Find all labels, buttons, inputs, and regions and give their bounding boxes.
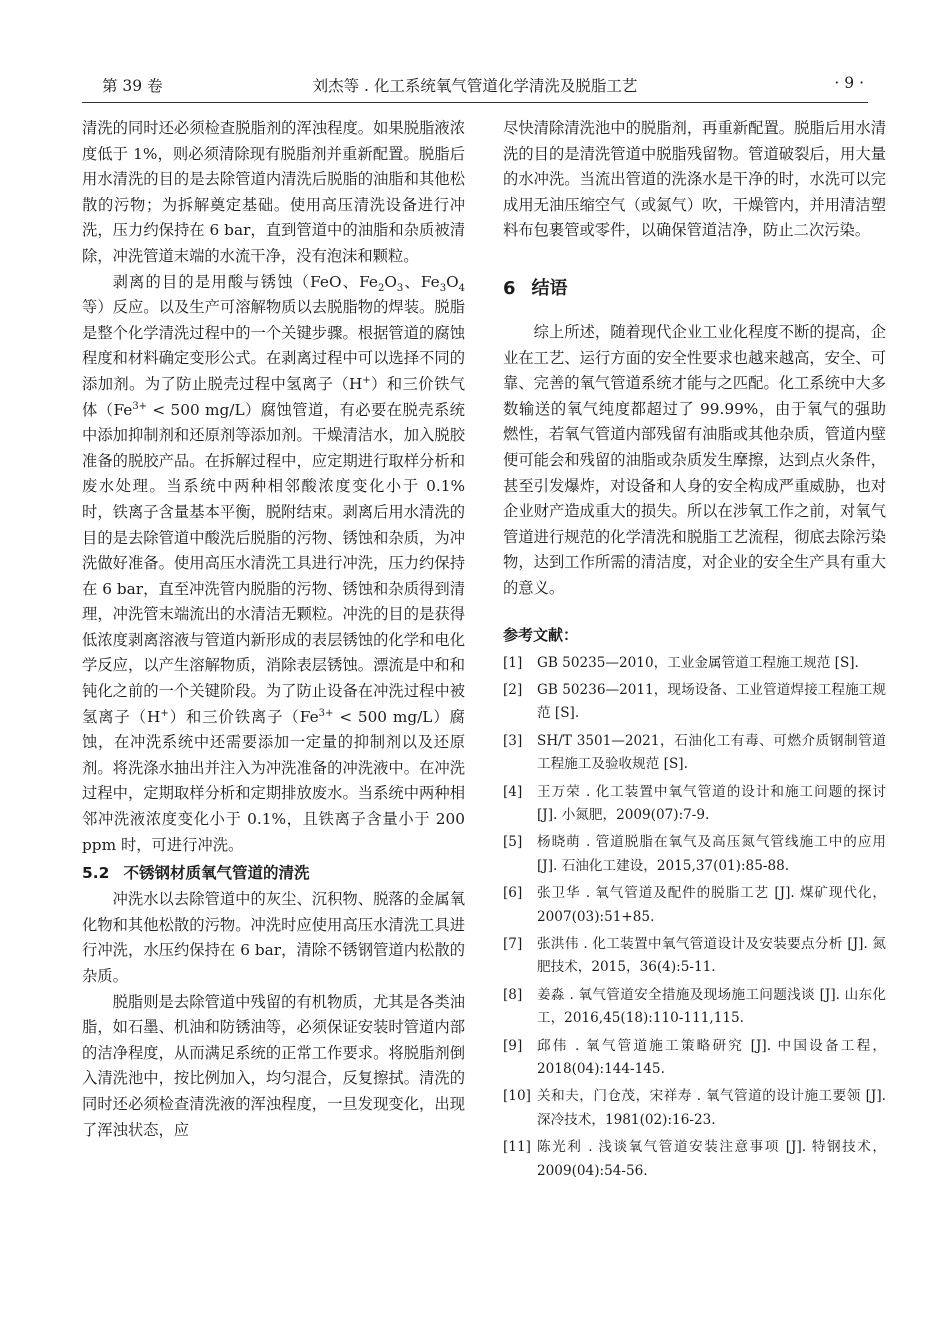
references-list: [503, 652, 886, 1184]
paragraph: 尽快清除清洗池中的脱脂剂，再重新配置。脱脂后用水清洗的目的是清洗管道中脱脂残留物。管道破裂后，用大量的水冲洗。当流出管道的洗涤水是干净的时，水洗可以完成用无油压缩空气（或氮气）吹，干燥管内，并用清洁塑料布包裹管或零件，以确保管道洁净，防止二次污染。: [503, 119, 886, 240]
references-heading: 参考文献：: [503, 625, 579, 644]
right-column: [503, 116, 886, 1187]
reference-item: [6] 张卫华 . 氧气管道及配件的脱脂工艺 [J]. 煤矿现代化，2007(03):51+85.: [503, 885, 886, 925]
paragraph: 综上所述，随着现代企业工业化程度不断的提高，企业在工艺、运行方面的安全性要求也越来越高，安全、可靠、完善的氧气管道系统才能与之匹配。化工系统中大多数输送的氧气纯度都超过了 99.99%，由于氧气的强助燃性，若氧气管道内部残留有油脂或其他杂质，管道内壁便可能会和残留的油脂或杂质发生摩擦，达到点火条件，甚至引发爆炸，对设备和人身的安全构成严重威胁，也对企业财产造成重大的损失。所以在涉氧工作之前，对氧气管道进行规范的化学清洗和脱脂工艺流程，彻底去除污染物，达到工作所需的清洁度，对企业的安全生产具有重大的意义。: [503, 322, 886, 597]
section-heading: 5.2 不锈钢材质氧气管道的清洗: [82, 864, 310, 883]
paragraph: 剥离的目的是用酸与锈蚀（FeO、$Fe_2O_3$、$Fe_3O_4$ 等）反应。以及生产可溶解物质以去脱脂物的焊装。脱脂是整个化学清洗过程中的一个关键步骤。根据管道的腐蚀程度和材料确定变形公式。在剥离过程中可以选择不同的添加剂。为了防止脱壳过程中氢离子（H+）和三价铁气体（$Fe^{3+} < 500$ mg/L）腐蚀管道，有必要在脱壳系统中添加抑制剂和还原剂等添加剂。干燥清洁水，加入脱胶准备的脱胶产品。在拆解过程中，应定期进行取样分析和废水处理。当系统中两种相邻酸浓度变化小于 0.1% 时，铁离子含量基本平衡，脱附结束。剥离后用水清洗的目的是去除管道中酸洗后脱脂的污物、锈蚀和杂质，为冲洗做好准备。使用高压水清洗工具进行冲洗，压力约保持在 6 bar，直至冲洗管内脱脂的污物、锈蚀和杂质得到清理，冲洗管末端流出的水清洁无颗粒。冲洗的目的是获得低浓度剥离溶液与管道内新形成的表层锈蚀的化学和电化学反应，以产生溶解物质，消除表层锈蚀。漂流是中和和钝化之前的一个关键阶段。为了防止设备在冲洗过程中被氢离子（H+）和三价铁离子（$Fe^{3+} < 500$ mg/L）腐蚀，在冲洗系统中还需要添加一定量的抑制剂以及还原剂。将洗涤水抽出并注入为冲洗准备的冲洗液中。在冲洗过程中，定期取样分析和定期排放废水。当系统中两种相邻冲洗液浓度变化小于 0.1%，且铁离子含量小于 200 ppm 时，可进行冲洗。: [82, 272, 465, 854]
page-number: · 9 ·: [834, 74, 864, 92]
reference-item: [5] 杨晓萌 . 管道脱脂在氧气及高压氮气管线施工中的应用 [J]. 石油化工建设，2015,37(01):85-88.: [503, 834, 886, 874]
reference-item: [8] 姜淼 . 氧气管道安全措施及现场施工问题浅谈 [J]. 山东化工，2016,45(18):110-111,115.: [503, 986, 886, 1027]
reference-item: [1] GB 50235—2010，工业金属管道工程施工规范 [S].: [503, 654, 859, 671]
running-title: 刘杰等 . 化工系统氧气管道化学清洗及脱脂工艺: [312, 77, 638, 95]
section-heading: 6 结语: [503, 277, 568, 299]
reference-item: [3] SH/T 3501—2021，石油化工有毒、可燃介质钢制管道工程施工及验收规范 [S].: [503, 732, 886, 773]
volume-label: 第 39 卷: [102, 77, 163, 95]
paragraph: 脱脂则是去除管道中残留的有机物质，尤其是各类油脂，如石墨、机油和防锈油等，必须保证安装时管道内部的洁净程度，从而满足系统的正常工作要求。将脱脂剂倒入清洗池中，按比例加入，均匀混合，反复擦拭。清洗的同时还必须检查清洗液的浑浊程度，一旦发现变化，出现了浑浊状态，应: [82, 992, 465, 1139]
page-header: [82, 66, 868, 103]
paragraph: 冲洗水以去除管道中的灰尘、沉积物、脱落的金属氧化物和其他松散的污物。冲洗时应使用高压水清洗工具进行冲洗，水压约保持在 6 bar，清除不锈钢管道内松散的杂质。: [82, 890, 465, 985]
left-column: [82, 116, 465, 1143]
paragraph: 清洗的同时还必须检查脱脂剂的浑浊程度。如果脱脂液浓度低于 1%，则必须清除现有脱脂剂并重新配置。脱脂后用水清洗的目的是去除管道内清洗后脱脂的油脂和其他松散的污物；为拆解奠定基础。使用高压清洗设备进行冲洗，压力约保持在 6 bar，直到管道中的油脂和杂质被清除，冲洗管道末端的水流干净，没有泡沫和颗粒。: [82, 119, 465, 265]
reference-item: [7] 张洪伟 . 化工装置中氧气管道设计及安装要点分析 [J]. 氮肥技术，2015，36(4):5-11.: [503, 935, 886, 976]
reference-item: [2] GB 50236—2011，现场设备、工业管道焊接工程施工规范 [S].: [503, 681, 886, 722]
reference-item: [4] 王万荣 . 化工装置中氧气管道的设计和施工问题的探讨 [J]. 小氮肥，2009(07):7-9.: [503, 783, 886, 823]
reference-item: [10] 关和夫，门仓茂，宋祥寿 . 氧气管道的设计施工要领 [J]. 深冷技术，1981(02):16-23.: [503, 1088, 886, 1128]
reference-item: [9] 邱伟 . 氧气管道施工策略研究 [J]. 中国设备工程，2018(04):144-145.: [503, 1037, 886, 1077]
reference-item: [11] 陈光利 . 浅谈氧气管道安装注意事项 [J]. 特钢技术，2009(04):54-56.: [503, 1139, 886, 1179]
